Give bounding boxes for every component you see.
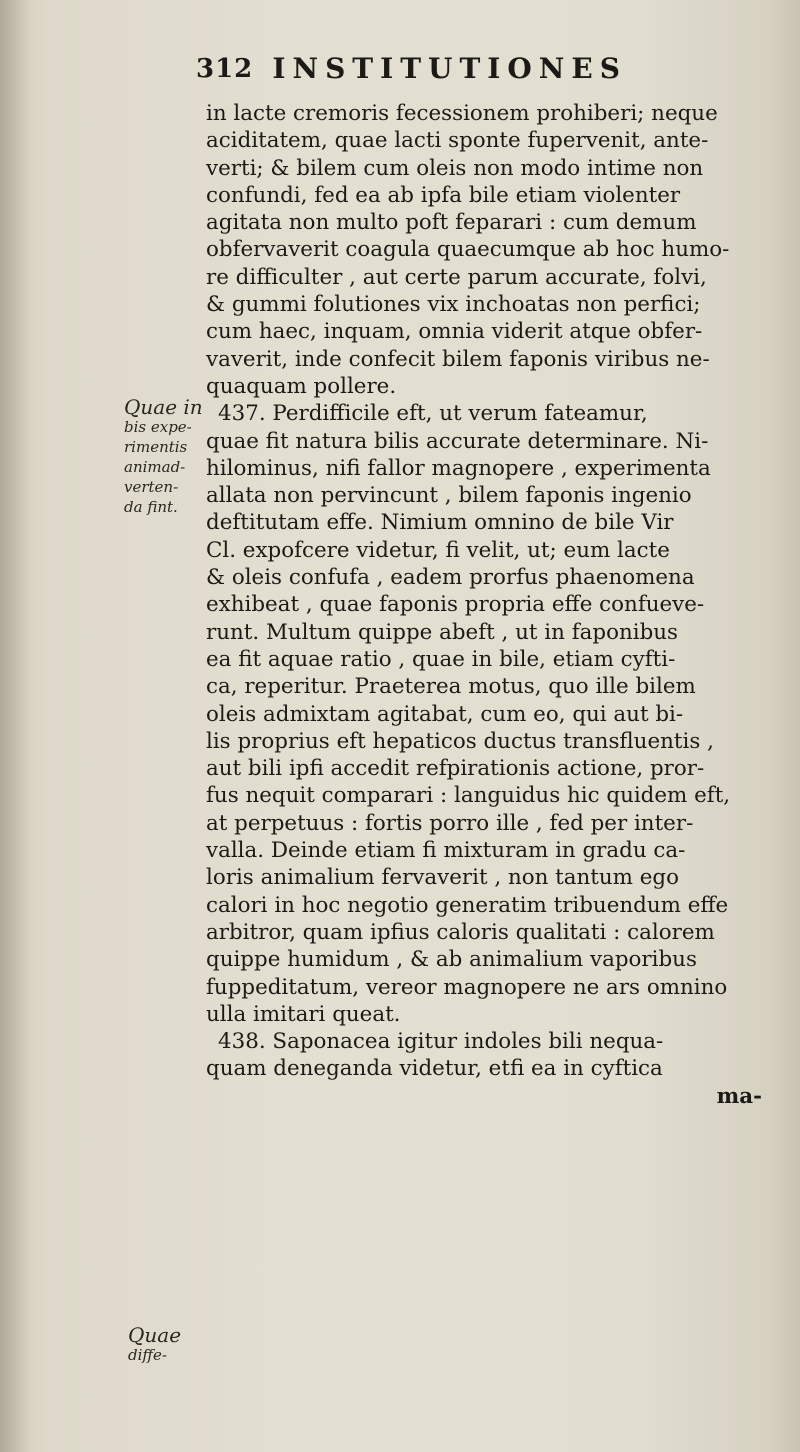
text-line: in lacte cremoris fecessionem prohiberi; neque (206, 101, 718, 126)
text-line: ulla imitari queat. (206, 1001, 401, 1027)
text-line: calori in hoc negotio generatim tribuendum effe (206, 892, 729, 918)
marginal-note-437 (124, 397, 204, 517)
marginal-line: bis expe- (124, 418, 192, 436)
text-line: at perpetuus : fortis porro ille , fed per inter- (206, 810, 694, 836)
text-line: agitata non multo poft feparari : cum demum (206, 210, 697, 236)
text-line: cum haec, inquam, omnia viderit atque obfer- (206, 319, 703, 345)
page-header (196, 52, 756, 92)
body-text (206, 100, 766, 1110)
paragraph-438-start: 438. Saponacea igitur indoles bili nequa- (218, 1029, 664, 1055)
marginal-line: verten- (124, 478, 179, 496)
text-line: loris animalium fervaverit , non tantum ego (206, 865, 679, 891)
paragraph-437-start: 437. Perdifficile eft, ut verum fateamur, (218, 401, 648, 427)
text-line: lis proprius eft hepaticos ductus transfluentis , (206, 728, 714, 754)
text-line: & gummi folutiones vix inchoatas non perfici; (206, 292, 701, 318)
text-line: quam deneganda videtur, etfi ea in cyftica (206, 1056, 663, 1082)
text-line: ca, reperitur. Praeterea motus, quo ille bilem (206, 674, 696, 700)
text-line: aciditatem, quae lacti sponte fupervenit, ante- (206, 128, 709, 154)
marginal-line: rimentis (124, 438, 188, 456)
marginal-line: Quae (128, 1323, 182, 1347)
text-line: arbitror, quam ipfius caloris qualitati : calorem (206, 919, 715, 945)
text-line: quaquam pollere. (206, 373, 397, 399)
page-number: 312 (196, 53, 254, 84)
text-line: deftitutam effe. Nimium omnino de bile Vir (206, 510, 674, 536)
page-gutter-shadow (0, 0, 30, 1452)
text-line: runt. Multum quippe abeft , ut in faponibus (206, 619, 679, 645)
text-line: allata non pervincunt , bilem faponis ingenio (206, 483, 692, 509)
text-line: ea fit aquae ratio , quae in bile, etiam cyfti- (206, 646, 676, 672)
text-line: quippe humidum , & ab animalium vaporibus (206, 947, 697, 973)
text-line: hilominus, nifi fallor magnopere , experimenta (206, 455, 711, 481)
text-line: Cl. expofcere videtur, fi velit, ut; eum lacte (206, 537, 670, 563)
text-line: confundi, fed ea ab ipfa bile etiam violenter (206, 182, 681, 208)
text-line: exhibeat , quae faponis propria effe confueve- (206, 592, 705, 618)
text-line: fuppeditatum, vereor magnopere ne ars omnino (206, 974, 728, 1000)
marginal-line: diffe- (128, 1346, 167, 1364)
text-line: obfervaverit coagula quaecumque ab hoc humo- (206, 237, 730, 263)
marginal-line: da fint. (124, 498, 178, 516)
text-line: vaverit, inde confecit bilem faponis viribus ne- (206, 346, 710, 372)
running-title: INSTITUTIONES (272, 52, 627, 85)
marginal-line: animad- (124, 458, 186, 476)
text-line: quae fit natura bilis accurate determinare. Ni- (206, 428, 709, 454)
text-line: & oleis confufa , eadem prorfus phaenomena (206, 565, 695, 591)
text-line: fus nequit comparari : languidus hic quidem eft, (206, 783, 731, 809)
marginal-line: Quae in (124, 395, 203, 419)
text-line: re difficulter , aut certe parum accurate, folvi, (206, 264, 707, 290)
text-line: valla. Deinde etiam fi mixturam in gradu ca- (206, 838, 686, 864)
text-line: aut bili ipfi accedit refpirationis actione, pror- (206, 756, 705, 782)
catchword: ma- (716, 1083, 762, 1109)
marginal-note-438 (128, 1325, 204, 1365)
text-line: verti; & bilem cum oleis non modo intime non (206, 155, 704, 181)
text-line: oleis admixtam agitabat, cum eo, qui aut bi- (206, 701, 684, 727)
